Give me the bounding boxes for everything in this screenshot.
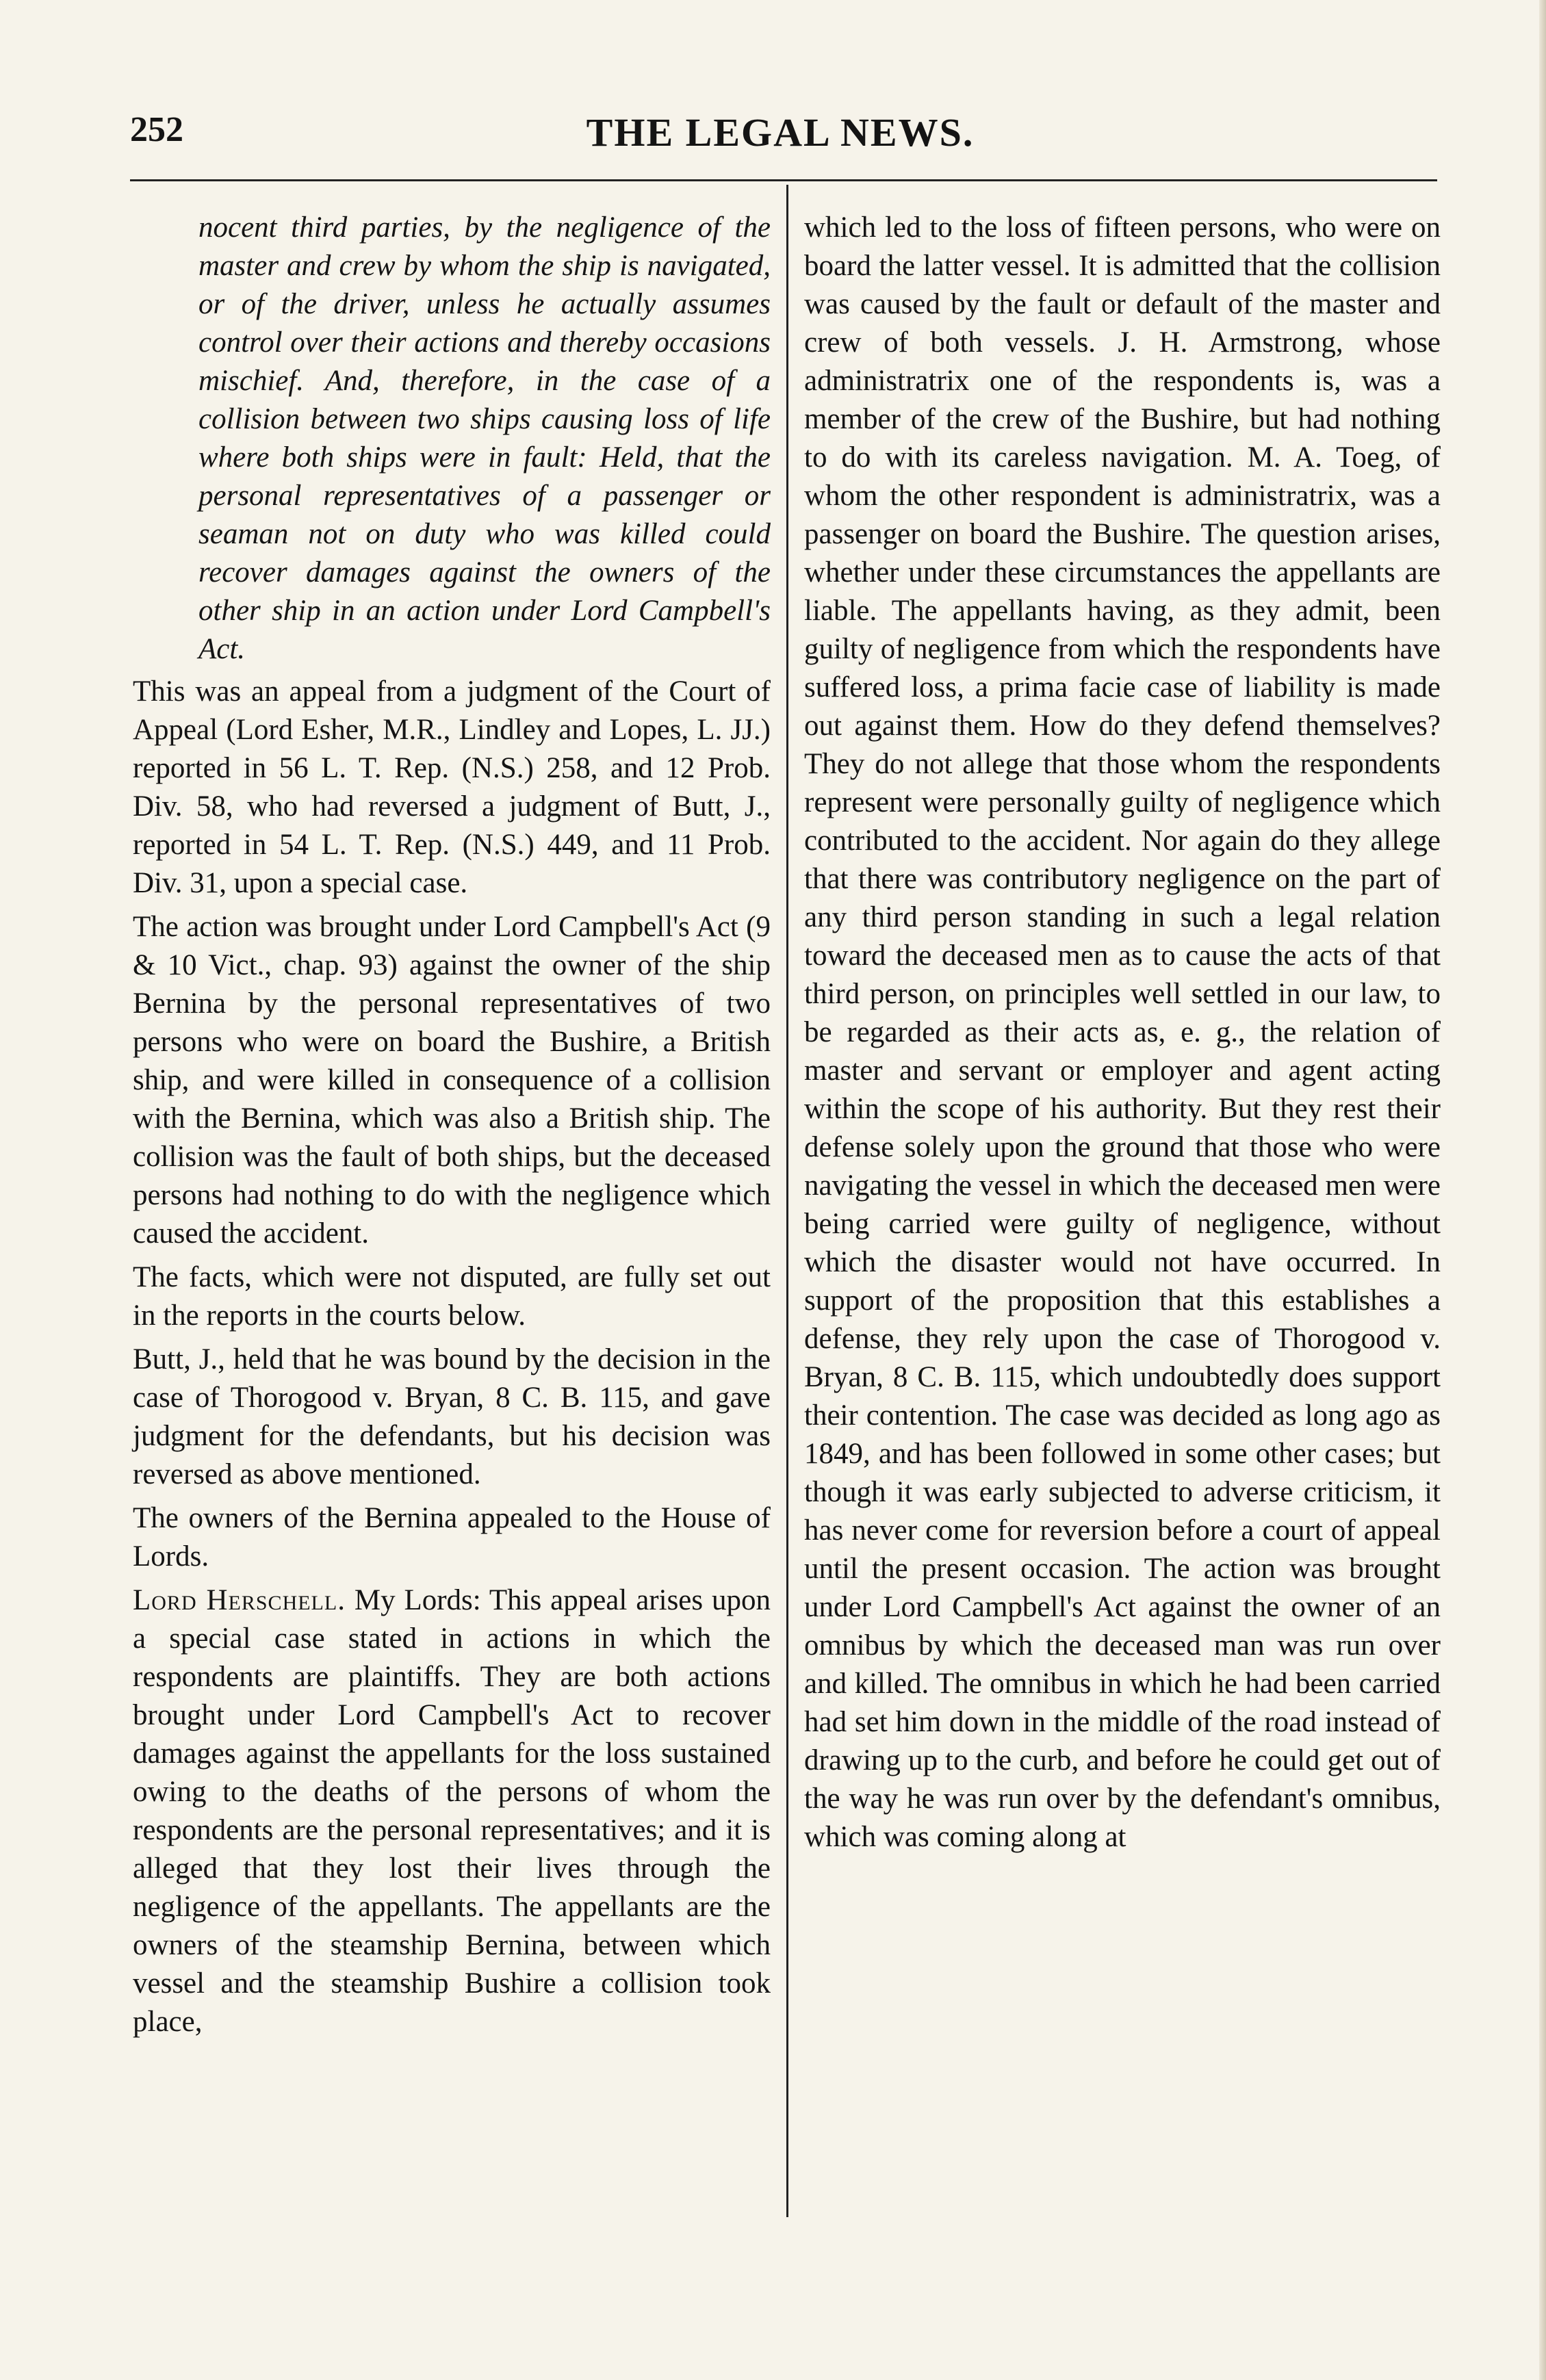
- paragraph-continued: which led to the loss of fifteen persons, who were on board the latter vessel. It is admitted that the collision was caused by the fault or default of the master and crew of both vessels. J. H. Armstrong, whose administratrix one of the respondents is, was a member of the crew of the Bushire, but had nothing to do with its careless navigation. M. A. Toeg, of whom the other respondent is administratrix, was a passenger on board the Bushire. The question arises, whether under these circumstances the appellants are liable. The appellants having, as they admit, been guilty of negligence from which the respondents have suffered loss, a prima facie case of liability is made out against them. How do they defend themselves? They do not allege that those whom the respondents represent were personally guilty of negligence which contributed to the accident. Nor again do they allege that there was contributory negligence on the part of any third person standing in such a legal relation toward the deceased men as to cause the acts of that third person, on principles well settled in our law, to be regarded as their acts as, e. g., the relation of master and servant or employer and agent acting within the scope of his authority. But they rest their defense solely upon the ground that those who were navigating the vessel in which the deceased men were being carried were guilty of negligence, without which the disaster would not have occurred. In support of the proposition that this establishes a defense, they rely upon the case of Thorogood v. Bryan, 8 C. B. 115, which undoubtedly does support their contention. The case was decided as long ago as 1849, and has been followed in some other cases; but though it was early subjected to adverse criticism, it has never come for reversion before a court of appeal until the present occasion. The action was brought under Lord Campbell's Act against the owner of an omnibus by which the deceased man was run over and killed. The omnibus in which he had been carried had set him down in the middle of the road instead of drawing up to the curb, and before he could get out of the way he was run over by the defendant's omnibus, which was coming along at: [804, 211, 1441, 1853]
- paragraph-owners: The owners of the Bernina appealed to the House of Lords.: [133, 1502, 771, 1573]
- headnote: nocent third parties, by the negligence of the master and crew by whom the ship is navigated, or of the driver, unless he actually assumes control over their actions and thereby occasions mischief. And, therefore, in the case of a collision between two ships causing loss of life where both ships were in fault: Held, that the personal representatives of a passenger or seaman not on duty who was killed could recover damages against the owners of the other ship in an action under Lord Campbell's Act.: [198, 211, 771, 665]
- paragraph-appeal: This was an appeal from a judgment of the Court of Appeal (Lord Esher, M.R., Lindley and Lopes, L. JJ.) reported in 56 L. T. Rep. (N.S.) 258, and 12 Prob. Div. 58, who had reversed a judgment of Butt, J., reported in 54 L. T. Rep. (N.S.) 449, and 11 Prob. Div. 31, upon a special case.: [133, 675, 771, 899]
- right-column: [804, 209, 1441, 1857]
- running-header: [130, 103, 1430, 164]
- speaker-name: Lord Herschell.: [133, 1584, 346, 1616]
- paragraph-action: The action was brought under Lord Campbell's Act (9 & 10 Vict., chap. 93) against the owner of the ship Bernina by the personal representatives of two persons who were on board the Bushire, a British ship, and were killed in consequence of a collision with the Bernina, which was also a British ship. The collision was the fault of both ships, but the deceased persons had nothing to do with the negligence which caused the accident.: [133, 911, 771, 1250]
- left-column: [133, 209, 771, 2041]
- page-edge: [1539, 0, 1546, 2380]
- paragraph-facts: The facts, which were not disputed, are fully set out in the reports in the courts below.: [133, 1261, 771, 1332]
- paragraph-butt: Butt, J., held that he was bound by the decision in the case of Thorogood v. Bryan, 8 C. B. 115, and gave judgment for the defendants, but his decision was reversed as above mentioned.: [133, 1343, 771, 1490]
- page-number: 252: [130, 110, 183, 149]
- column-divider: [786, 185, 788, 2217]
- journal-title: THE LEGAL NEWS.: [586, 110, 975, 155]
- header-rule: [130, 179, 1437, 181]
- speech-text: My Lords: This appeal arises upon a special case stated in actions in which the respondents are plaintiffs. They are both actions brought under Lord Campbell's Act to recover damages against the appellants for the loss sustained owing to the deaths of the persons of whom the respondents are the personal representatives; and it is alleged that they lost their lives through the negligence of the appellants. The appellants are the owners of the steamship Bernina, between which vessel and the steamship Bushire a collision took place,: [133, 1584, 771, 2038]
- paragraph-speech: [133, 1581, 771, 2041]
